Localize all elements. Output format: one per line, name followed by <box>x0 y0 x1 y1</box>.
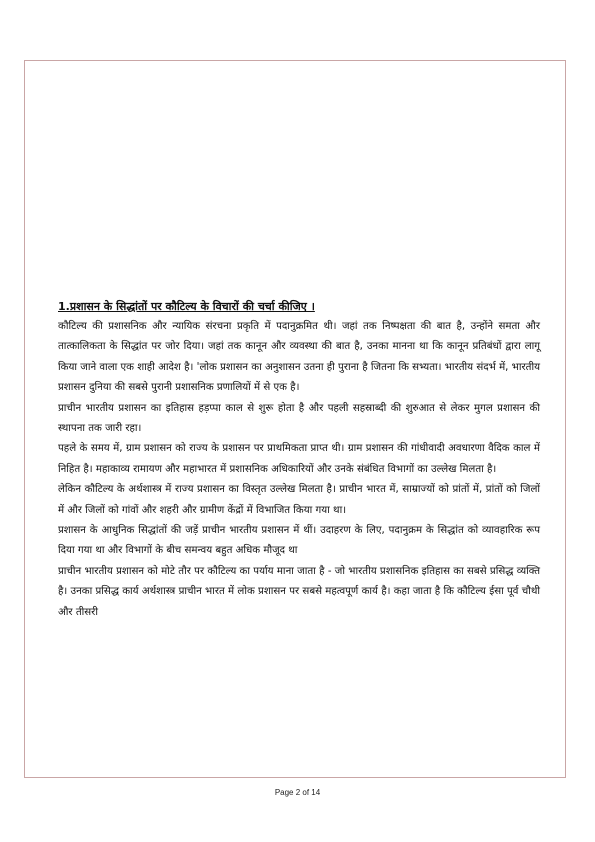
paragraph-2: प्राचीन भारतीय प्रशासन का इतिहास हड़प्पा काल से शुरू होता है और पहली सहस्राब्दी की शुरुआत से लेकर मुगल प्रशासन की स्थापना तक जारी रहा। <box>58 402 540 435</box>
paragraph-5: प्रशासन के आधुनिक सिद्धांतों की जड़ें प्राचीन भारतीय प्रशासन में थीं। उदाहरण के लिए, पदानुक्रम के सिद्धांत को व्यावहारिक रूप दिया गया था और विभागों के बीच समन्वय बहुत अधिक मौजूद था <box>58 525 540 557</box>
document-body <box>58 297 540 623</box>
paragraph-4: लेकिन कौटिल्य के अर्थशास्त्र में राज्य प्रशासन का विस्तृत उल्लेख मिलता है। प्राचीन भारत में, साम्राज्यों को प्रांतों में, प्रांतों को जिलों में और जिलों को गांवों और शहरी और ग्रामीण केंद्रों में विभाजित किया गया था। <box>58 484 540 516</box>
page-number: Page 2 of 14 <box>274 788 321 797</box>
paragraph-6: प्राचीन भारतीय प्रशासन को मोटे तौर पर कौटिल्य का पर्याय माना जाता है - जो भारतीय प्रशासनिक इतिहास का सबसे प्रसिद्ध व्यक्ति है। उनका प्रसिद्ध कार्य अर्थशास्त्र प्राचीन भारत में लोक प्रशासन पर सबसे महत्वपूर्ण कार्य है। कहा जाता है कि कौटिल्य ईसा पूर्व चौथी और तीसरी <box>58 565 540 618</box>
question-heading: 1.प्रशासन के सिद्धांतों पर कौटिल्य के विचारों की चर्चा कीजिए । <box>58 300 315 313</box>
paragraph-3: पहले के समय में, ग्राम प्रशासन को राज्य के प्रशासन पर प्राथमिकता प्राप्त थी। ग्राम प्रशासन की गांधीवादी अवधारणा वैदिक काल में निहित है। महाकाव्य रामायण और महाभारत में प्रशासनिक अधिकारियों और उनके संबंधित विभागों का उल्लेख मिलता है। <box>58 443 540 475</box>
paragraph-1: कौटिल्य की प्रशासनिक और न्यायिक संरचना प्रकृति में पदानुक्रमित थी। जहां तक निष्पक्षता की बात है, उन्होंने समता और तात्कालिकता के सिद्धांत पर जोर दिया। जहां तक कानून और व्यवस्था की बात है, उनका मानना था कि कानून प्रतिबंधों द्वारा लागू किया जाने वाला एक शाही आदेश है। 'लोक प्रशासन का अनुशासन उतना ही पुराना है जितना कि सभ्यता। भारतीय संदर्भ में, भारतीय प्रशासन दुनिया की सबसे पुरानी प्रशासनिक प्रणालियों में से एक है। <box>58 321 540 394</box>
